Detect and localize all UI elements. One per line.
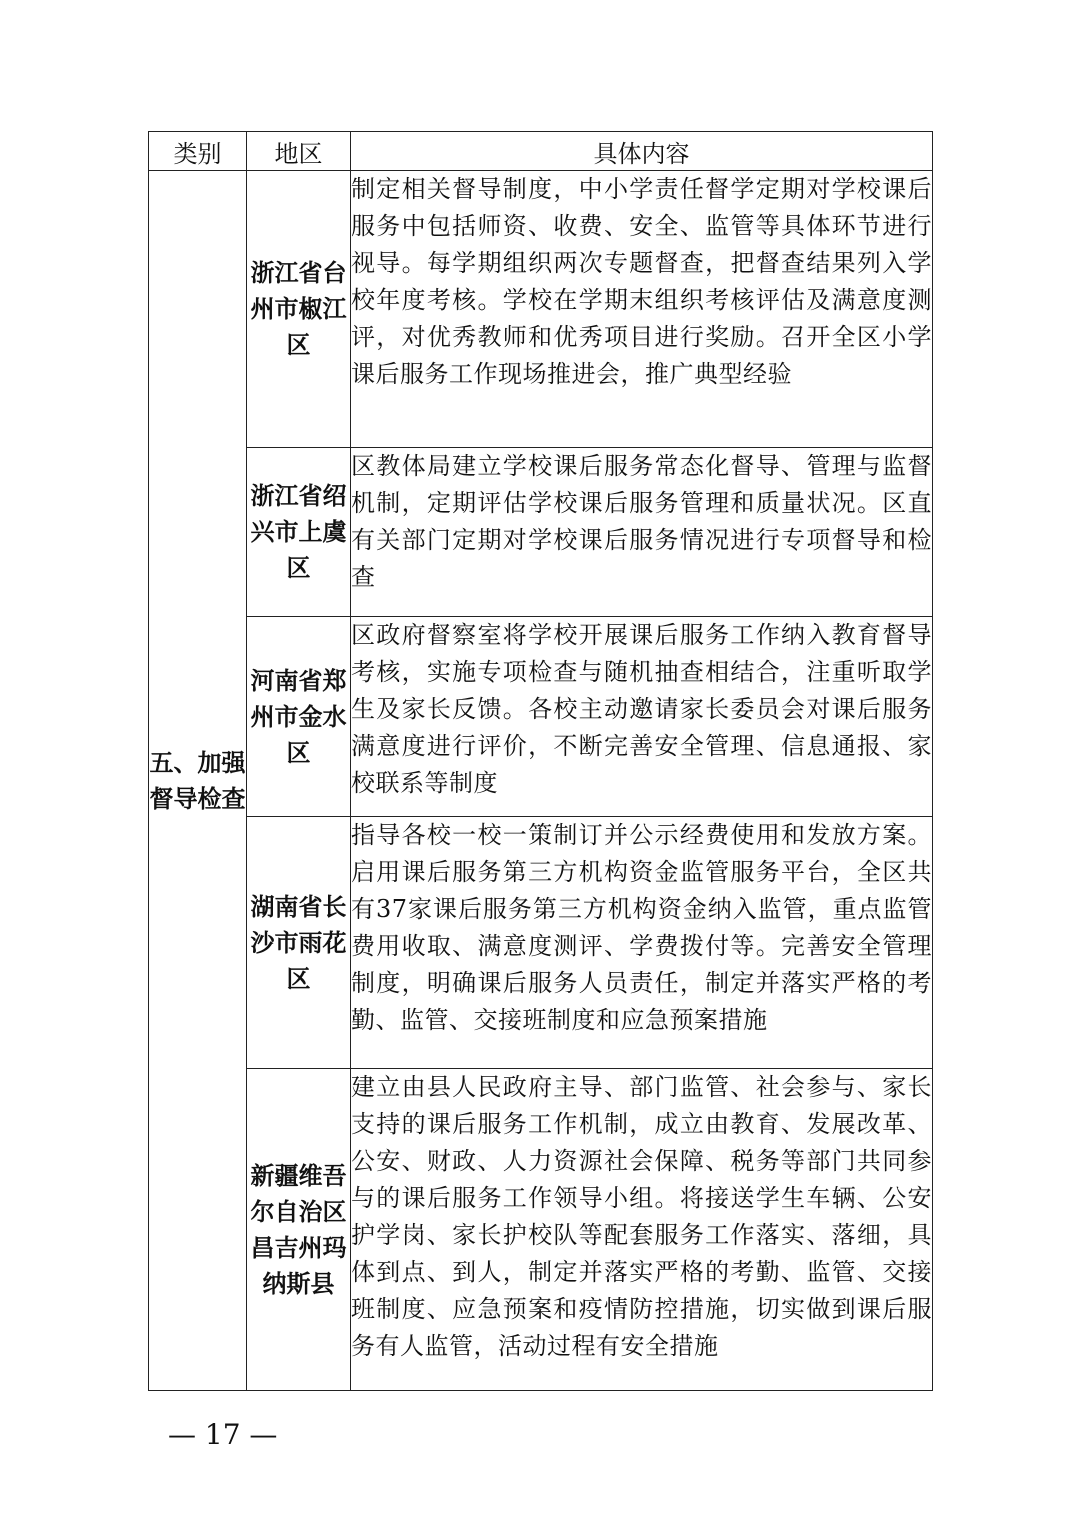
page-number: — 17 — (168, 1418, 278, 1451)
supervision-table (148, 131, 933, 1391)
header-content: 具体内容 (351, 132, 933, 171)
table-row (149, 817, 933, 1069)
header-region: 地区 (247, 132, 351, 171)
region-cell: 河南省郑州市金水区 (247, 617, 351, 817)
content-cell: 区教体局建立学校课后服务常态化督导、管理与监督机制，定期评估学校课后服务管理和质量状况。区直有关部门定期对学校课后服务情况进行专项督导和检查 (351, 448, 933, 617)
content-cell: 建立由县人民政府主导、部门监管、社会参与、家长支持的课后服务工作机制，成立由教育、发展改革、公安、财政、人力资源社会保障、税务等部门共同参与的课后服务工作领导小组。将接送学生车辆、公安护学岗、家长护校队等配套服务工作落实、落细，具体到点、到人，制定并落实严格的考勤、监管、交接班制度、应急预案和疫情防控措施，切实做到课后服务有人监管，活动过程有安全措施 (351, 1069, 933, 1391)
table-row (149, 1069, 933, 1391)
region-cell: 湖南省长沙市雨花区 (247, 817, 351, 1069)
content-cell: 指导各校一校一策制订并公示经费使用和发放方案。启用课后服务第三方机构资金监管服务平台，全区共有37家课后服务第三方机构资金纳入监管，重点监管费用收取、满意度测评、学费拨付等。完善安全管理制度，明确课后服务人员责任，制定并落实严格的考勤、监管、交接班制度和应急预案措施 (351, 817, 933, 1069)
header-category: 类别 (149, 132, 247, 171)
region-cell: 浙江省台州市椒江区 (247, 171, 351, 448)
region-cell: 新疆维吾尔自治区昌吉州玛纳斯县 (247, 1069, 351, 1391)
category-cell: 五、加强督导检查 (149, 171, 247, 1391)
content-cell: 区政府督察室将学校开展课后服务工作纳入教育督导考核，实施专项检查与随机抽查相结合，注重听取学生及家长反馈。各校主动邀请家长委员会对课后服务满意度进行评价，不断完善安全管理、信息通报、家校联系等制度 (351, 617, 933, 817)
table-row (149, 617, 933, 817)
table-header-row (149, 132, 933, 171)
content-cell: 制定相关督导制度，中小学责任督学定期对学校课后服务中包括师资、收费、安全、监管等具体环节进行视导。每学期组织两次专题督查，把督查结果列入学校年度考核。学校在学期末组织考核评估及满意度测评，对优秀教师和优秀项目进行奖励。召开全区小学课后服务工作现场推进会，推广典型经验 (351, 171, 933, 448)
table-row (149, 171, 933, 448)
table-row (149, 448, 933, 617)
region-cell: 浙江省绍兴市上虞区 (247, 448, 351, 617)
